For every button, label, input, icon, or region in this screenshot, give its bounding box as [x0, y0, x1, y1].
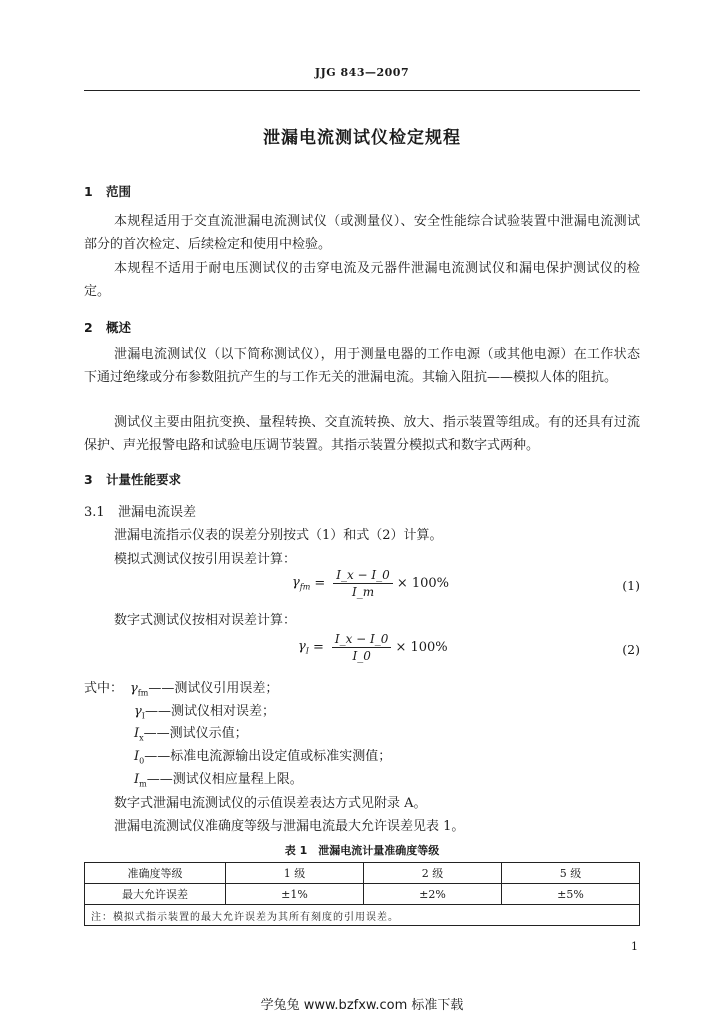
table-caption: 表 1 泄漏电流计量准确度等级	[284, 844, 440, 857]
formula-tail: × 100%	[395, 640, 448, 655]
fraction-numerator: I_x − I_0	[333, 568, 393, 584]
text-line: 泄漏电流测试仪准确度等级与泄漏电流最大允许误差见表 1。	[114, 819, 465, 834]
definition-item: $I_x——$测试仪示值；	[134, 726, 248, 743]
table-row	[85, 905, 640, 926]
formula-tail: × 100%	[396, 576, 450, 591]
table-row	[85, 863, 640, 884]
table-cell: ±5%	[502, 884, 640, 905]
fraction-denominator: I_m	[351, 585, 375, 599]
table-cell: 准确度等级	[85, 863, 226, 884]
where-label: 式中：	[84, 681, 124, 696]
subsection-heading	[84, 501, 196, 520]
definition-item: $\gamma_{fm}——$测试仪引用误差；	[130, 681, 279, 698]
text-line: 模拟式测试仪按引用误差计算：	[114, 552, 297, 567]
section-number: 1	[84, 184, 93, 199]
section-2-heading	[84, 318, 131, 336]
footer-watermark: 学兔兔 www.bzfxw.com 标准下载	[260, 998, 464, 1013]
equation-number: (2)	[622, 642, 640, 657]
subsection-number: 3.1	[84, 505, 105, 520]
formula-2: $\gamma_I$ = $\frac{I\_x - I\_0}{I\_0}$ × 100%	[298, 632, 448, 663]
equation-number: (1)	[622, 578, 640, 593]
table-cell: ±1%	[226, 884, 364, 905]
paragraph: 泄漏电流测试仪（以下简称测试仪），用于测量电器的工作电源（或其他电源）在工作状态下通过绝缘或分布参数阻抗产生的与工作无关的泄漏电流。其输入阻抗——模拟人体的阻抗。	[84, 347, 640, 385]
section-number: 3	[84, 472, 93, 487]
section-1-heading	[84, 182, 131, 200]
section-title: 范围	[106, 184, 132, 199]
table-cell: 5 级	[502, 863, 640, 884]
table-cell: 1 级	[226, 863, 364, 884]
standard-number: JJG 843—2007	[314, 66, 410, 79]
table-cell: ±2%	[364, 884, 502, 905]
subsection-title: 泄漏电流误差	[118, 505, 197, 520]
table-cell: 2 级	[364, 863, 502, 884]
section-number: 2	[84, 320, 93, 335]
text-line: 数字式测试仪按相对误差计算：	[114, 613, 297, 628]
table-cell: 最大允许误差	[85, 884, 226, 905]
table-note: 注：模拟式指示装置的最大允许误差为其所有刻度的引用误差。	[85, 905, 640, 926]
formula-lhs: $\gamma_I$	[298, 639, 309, 656]
definition-item: $I_m——$测试仪相应量程上限。	[134, 772, 303, 789]
header-rule	[84, 90, 640, 91]
fraction-denominator: I_0	[352, 649, 371, 663]
section-title: 概述	[106, 320, 132, 335]
formula-fraction	[332, 632, 392, 663]
paragraph: 测试仪主要由阻抗变换、量程转换、交直流转换、放大、指示装置等组成。有的还具有过流保护、声光报警电路和试验电压调节装置。其指示装置分模拟式和数字式两种。	[84, 415, 640, 453]
accuracy-table	[84, 862, 640, 926]
definition-item: $I_0——$标准电流源输出设定值或标准实测值；	[134, 749, 392, 766]
text-line: 泄漏电流指示仪表的误差分别按式（1）和式（2）计算。	[114, 528, 443, 543]
fraction-numerator: I_x − I_0	[332, 632, 392, 648]
section-title: 计量性能要求	[106, 472, 182, 487]
paragraph: 本规程不适用于耐电压测试仪的击穿电流及元器件泄漏电流测试仪和漏电保护测试仪的检定。	[84, 261, 640, 299]
section-3-heading	[84, 470, 181, 488]
formula-fraction	[333, 568, 393, 599]
page-title: 泄漏电流测试仪检定规程	[263, 128, 461, 148]
formula-lhs: $\gamma_{fm}$	[292, 575, 311, 592]
text-line: 数字式泄漏电流测试仪的示值误差表达方式见附录 A。	[114, 796, 427, 811]
page-number: 1	[631, 940, 638, 953]
definition-item: $\gamma_I——$测试仪相对误差；	[134, 704, 275, 721]
table-row	[85, 884, 640, 905]
paragraph: 本规程适用于交直流泄漏电流测试仪（或测量仪）、安全性能综合试验装置中泄漏电流测试部分的首次检定、后续检定和使用中检验。	[84, 214, 640, 252]
formula-1: $\gamma_{fm}$ = $\frac{I\_x - I\_0}{I\_m}$ × 100%	[292, 568, 450, 599]
